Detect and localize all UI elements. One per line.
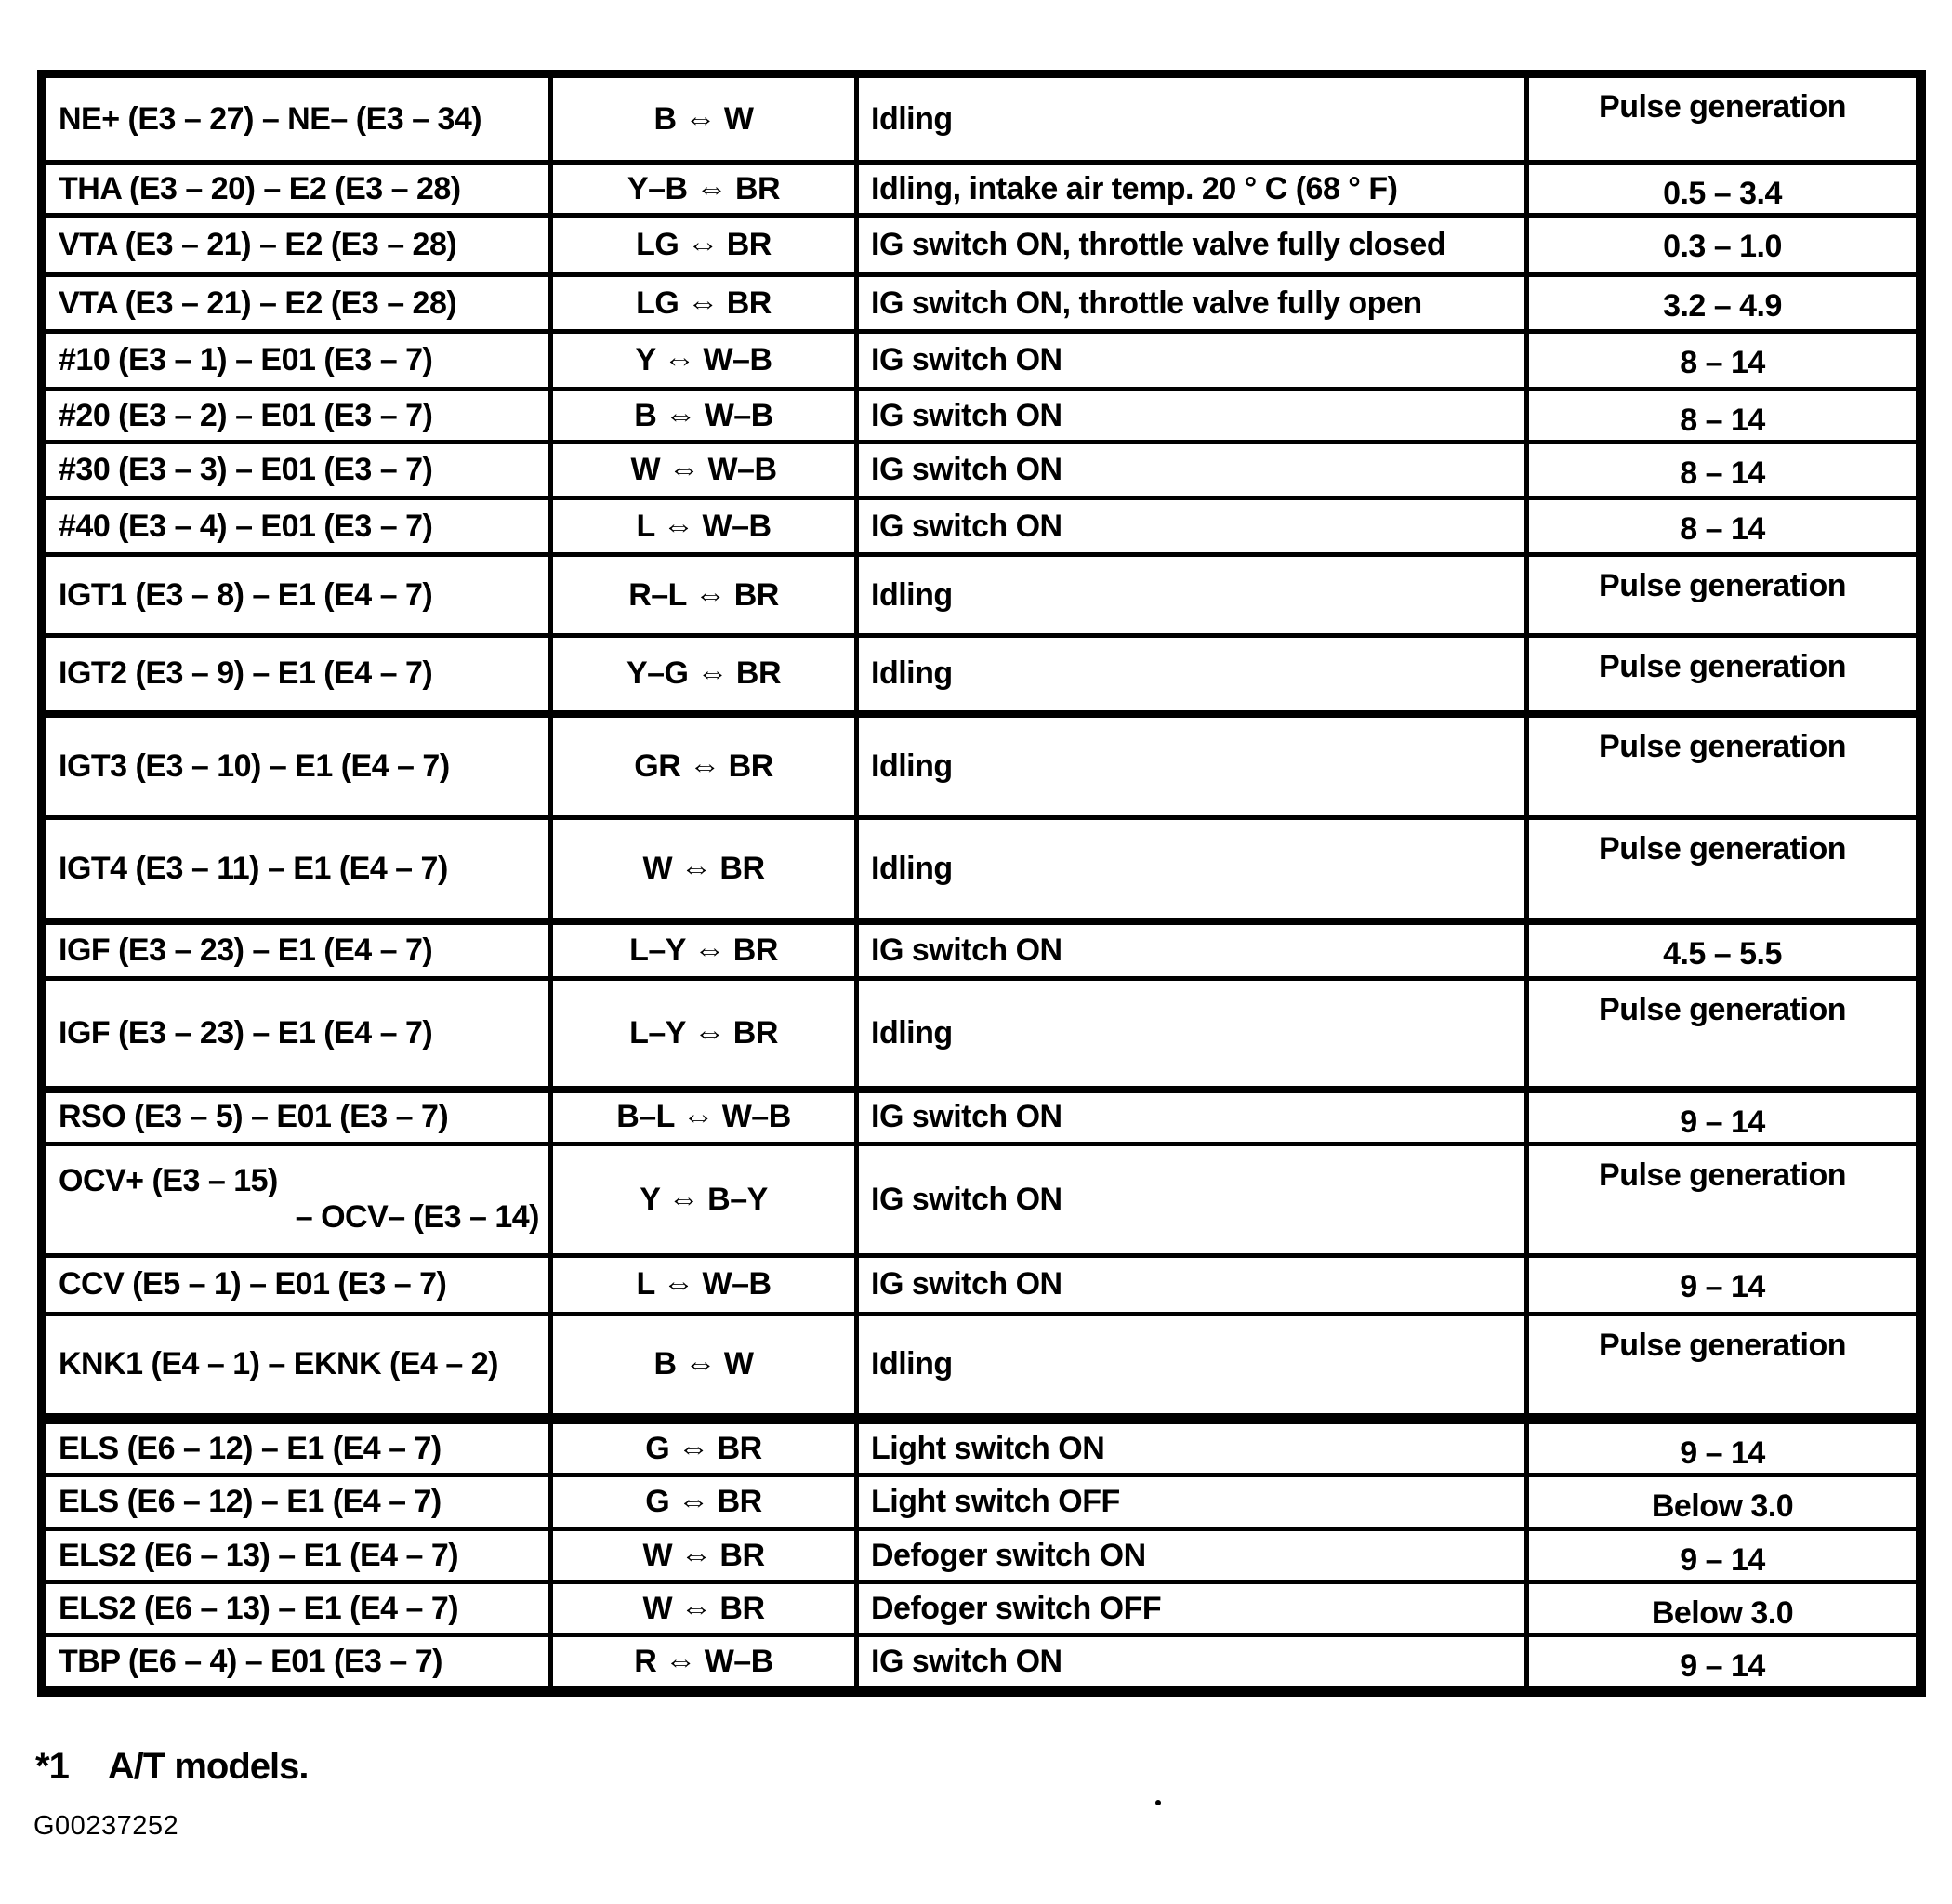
condition-text: Defoger switch OFF bbox=[871, 1590, 1162, 1626]
condition-text: Idling bbox=[871, 850, 953, 886]
specified-value-text: Pulse generation bbox=[1599, 89, 1846, 125]
specified-value-cell bbox=[1527, 979, 1921, 1090]
condition-cell bbox=[857, 74, 1527, 163]
wiring-color-cell bbox=[551, 714, 857, 818]
condition-text: Light switch ON bbox=[871, 1430, 1105, 1466]
wiring-color-text: B ⇔ W bbox=[653, 1346, 754, 1382]
specified-value-cell bbox=[1527, 1529, 1921, 1582]
terminal-pair-cell bbox=[42, 1314, 551, 1419]
wiring-color-cell bbox=[551, 1419, 857, 1475]
wiring-color-cell bbox=[551, 1529, 857, 1582]
wiring-color-cell bbox=[551, 1635, 857, 1692]
table-row bbox=[42, 1419, 1921, 1475]
table-row bbox=[42, 216, 1921, 275]
specified-value-text: 0.5 – 3.4 bbox=[1663, 176, 1782, 211]
terminal-pair-cell bbox=[42, 1255, 551, 1314]
condition-text: IG switch ON bbox=[871, 342, 1062, 377]
table-row bbox=[42, 498, 1921, 555]
specified-value-cell bbox=[1527, 1419, 1921, 1475]
terminal-pair-text: ELS2 (E6 – 13) – E1 (E4 – 7) bbox=[59, 1590, 459, 1626]
terminal-pair-cell bbox=[42, 443, 551, 498]
terminal-voltage-table-wrap bbox=[37, 70, 1926, 1697]
table-row bbox=[42, 714, 1921, 818]
wiring-color-cell bbox=[551, 818, 857, 921]
table-row bbox=[42, 443, 1921, 498]
wiring-color-text: L ⇔ W–B bbox=[636, 508, 772, 544]
condition-cell bbox=[857, 1144, 1527, 1255]
wiring-color-text: Y ⇔ B–Y bbox=[640, 1181, 768, 1217]
specified-value-cell bbox=[1527, 443, 1921, 498]
wiring-color-text: L–Y ⇔ BR bbox=[629, 1014, 778, 1051]
condition-text: Idling, intake air temp. 20 ° C (68 ° F) bbox=[871, 170, 1398, 206]
condition-text: Light switch OFF bbox=[871, 1484, 1120, 1519]
terminal-pair-cell bbox=[42, 979, 551, 1090]
wiring-color-cell bbox=[551, 74, 857, 163]
wiring-color-text: B ⇔ W bbox=[653, 100, 754, 137]
table-row bbox=[42, 1635, 1921, 1692]
terminal-pair-cell bbox=[42, 390, 551, 443]
terminal-pair-text: IGT1 (E3 – 8) – E1 (E4 – 7) bbox=[59, 576, 433, 613]
terminal-pair-cell bbox=[42, 921, 551, 979]
wiring-color-cell bbox=[551, 636, 857, 714]
table-row bbox=[42, 1255, 1921, 1314]
table-body bbox=[42, 74, 1921, 1692]
condition-text: Idling bbox=[871, 1014, 953, 1051]
condition-cell bbox=[857, 163, 1527, 216]
condition-text: IG switch ON bbox=[871, 397, 1062, 433]
wiring-color-cell bbox=[551, 979, 857, 1090]
footnote bbox=[35, 1746, 309, 1788]
specified-value-cell bbox=[1527, 818, 1921, 921]
terminal-pair-text: THA (E3 – 20) – E2 (E3 – 28) bbox=[59, 170, 461, 206]
table-row bbox=[42, 390, 1921, 443]
terminal-pair-text: ELS (E6 – 12) – E1 (E4 – 7) bbox=[59, 1484, 442, 1519]
specified-value-text: 9 – 14 bbox=[1680, 1542, 1765, 1578]
terminal-pair-cell bbox=[42, 275, 551, 332]
specified-value-cell bbox=[1527, 636, 1921, 714]
wiring-color-text: R–L ⇔ BR bbox=[628, 576, 779, 613]
condition-cell bbox=[857, 1582, 1527, 1635]
wiring-color-text: G ⇔ BR bbox=[645, 1430, 762, 1466]
terminal-pair-cell bbox=[42, 163, 551, 216]
specified-value-text: Below 3.0 bbox=[1651, 1488, 1794, 1524]
wiring-color-text: LG ⇔ BR bbox=[636, 227, 772, 262]
specified-value-text: Pulse generation bbox=[1599, 728, 1846, 764]
terminal-pair-text: #20 (E3 – 2) – E01 (E3 – 7) bbox=[59, 397, 433, 433]
specified-value-text: 9 – 14 bbox=[1680, 1648, 1765, 1684]
specified-value-text: 0.3 – 1.0 bbox=[1663, 229, 1782, 264]
terminal-pair-cell bbox=[42, 818, 551, 921]
specified-value-text: 3.2 – 4.9 bbox=[1663, 288, 1782, 324]
condition-text: IG switch ON bbox=[871, 932, 1062, 968]
table-row bbox=[42, 1314, 1921, 1419]
specified-value-cell bbox=[1527, 1090, 1921, 1144]
table-row bbox=[42, 1090, 1921, 1144]
specified-value-cell bbox=[1527, 332, 1921, 390]
condition-cell bbox=[857, 555, 1527, 636]
specified-value-text: Pulse generation bbox=[1599, 831, 1846, 866]
terminal-pair-cell bbox=[42, 74, 551, 163]
condition-text: Idling bbox=[871, 655, 953, 692]
terminal-pair-cell bbox=[42, 498, 551, 555]
condition-cell bbox=[857, 636, 1527, 714]
wiring-color-cell bbox=[551, 216, 857, 275]
wiring-color-cell bbox=[551, 498, 857, 555]
specified-value-text: 8 – 14 bbox=[1680, 456, 1765, 491]
wiring-color-text: LG ⇔ BR bbox=[636, 284, 772, 321]
terminal-pair-text: ELS2 (E6 – 13) – E1 (E4 – 7) bbox=[59, 1537, 459, 1573]
specified-value-text: Pulse generation bbox=[1599, 992, 1846, 1027]
condition-cell bbox=[857, 216, 1527, 275]
condition-cell bbox=[857, 498, 1527, 555]
table-row bbox=[42, 1475, 1921, 1529]
figure-id: G00237252 bbox=[33, 1811, 179, 1841]
condition-cell bbox=[857, 818, 1527, 921]
wiring-color-text: B ⇔ W–B bbox=[634, 397, 773, 433]
specified-value-cell bbox=[1527, 1635, 1921, 1692]
specified-value-cell bbox=[1527, 390, 1921, 443]
condition-text: IG switch ON bbox=[871, 1643, 1062, 1679]
condition-cell bbox=[857, 714, 1527, 818]
terminal-pair-text: #40 (E3 – 4) – E01 (E3 – 7) bbox=[59, 508, 433, 544]
condition-cell bbox=[857, 443, 1527, 498]
condition-text: IG switch ON bbox=[871, 1266, 1062, 1302]
specified-value-text: 9 – 14 bbox=[1680, 1435, 1765, 1471]
condition-cell bbox=[857, 979, 1527, 1090]
specified-value-cell bbox=[1527, 1255, 1921, 1314]
table-row bbox=[42, 163, 1921, 216]
terminal-pair-cell bbox=[42, 714, 551, 818]
condition-cell bbox=[857, 275, 1527, 332]
condition-cell bbox=[857, 1419, 1527, 1475]
terminal-pair-text: VTA (E3 – 21) – E2 (E3 – 28) bbox=[59, 284, 457, 321]
specified-value-cell bbox=[1527, 1475, 1921, 1529]
condition-text: Idling bbox=[871, 100, 953, 137]
wiring-color-cell bbox=[551, 921, 857, 979]
wiring-color-text: W ⇔ BR bbox=[642, 850, 765, 886]
specified-value-text: 4.5 – 5.5 bbox=[1663, 935, 1782, 972]
table-row bbox=[42, 818, 1921, 921]
terminal-pair-cell bbox=[42, 636, 551, 714]
specified-value-text: Pulse generation bbox=[1599, 649, 1846, 684]
specified-value-text: 8 – 14 bbox=[1680, 403, 1765, 438]
terminal-pair-cell bbox=[42, 1419, 551, 1475]
specified-value-text: Pulse generation bbox=[1599, 568, 1846, 603]
condition-text: Idling bbox=[871, 1346, 953, 1382]
table-row bbox=[42, 921, 1921, 979]
condition-text: Idling bbox=[871, 576, 953, 613]
condition-text: Defoger switch ON bbox=[871, 1537, 1146, 1573]
wiring-color-cell bbox=[551, 1314, 857, 1419]
wiring-color-cell bbox=[551, 390, 857, 443]
wiring-color-text: R ⇔ W–B bbox=[634, 1643, 773, 1679]
wiring-color-text: W ⇔ BR bbox=[642, 1537, 765, 1573]
table-row bbox=[42, 275, 1921, 332]
table-row bbox=[42, 979, 1921, 1090]
condition-cell bbox=[857, 332, 1527, 390]
terminal-pair-text: OCV+ (E3 – 15) bbox=[59, 1163, 278, 1198]
condition-text: IG switch ON bbox=[871, 452, 1062, 487]
wiring-color-text: GR ⇔ BR bbox=[634, 747, 773, 784]
table-row bbox=[42, 555, 1921, 636]
wiring-color-text: L–Y ⇔ BR bbox=[629, 932, 778, 968]
specified-value-cell bbox=[1527, 1314, 1921, 1419]
condition-text: IG switch ON, throttle valve fully open bbox=[871, 284, 1422, 321]
condition-cell bbox=[857, 1635, 1527, 1692]
terminal-pair-text: RSO (E3 – 5) – E01 (E3 – 7) bbox=[59, 1099, 449, 1134]
table-row bbox=[42, 1582, 1921, 1635]
condition-cell bbox=[857, 1255, 1527, 1314]
specified-value-cell bbox=[1527, 921, 1921, 979]
specified-value-cell bbox=[1527, 1144, 1921, 1255]
terminal-pair-text: TBP (E6 – 4) – E01 (E3 – 7) bbox=[59, 1643, 442, 1679]
condition-cell bbox=[857, 1529, 1527, 1582]
table-row bbox=[42, 332, 1921, 390]
footnote-text: A/T models. bbox=[107, 1746, 309, 1787]
wiring-color-text: G ⇔ BR bbox=[645, 1484, 762, 1519]
terminal-pair-text: IGT3 (E3 – 10) – E1 (E4 – 7) bbox=[59, 747, 450, 784]
terminal-pair-cell bbox=[42, 1475, 551, 1529]
condition-text: IG switch ON bbox=[871, 1181, 1062, 1217]
terminal-pair-text: #10 (E3 – 1) – E01 (E3 – 7) bbox=[59, 342, 433, 377]
condition-text: Idling bbox=[871, 747, 953, 784]
condition-text: IG switch ON, throttle valve fully closed bbox=[871, 227, 1446, 262]
terminal-pair-text: CCV (E5 – 1) – E01 (E3 – 7) bbox=[59, 1266, 447, 1302]
wiring-color-cell bbox=[551, 332, 857, 390]
specified-value-text: Below 3.0 bbox=[1651, 1595, 1794, 1631]
wiring-color-cell bbox=[551, 1255, 857, 1314]
wiring-color-text: B–L ⇔ W–B bbox=[616, 1099, 791, 1134]
wiring-color-text: W ⇔ W–B bbox=[630, 452, 777, 487]
wiring-color-text: W ⇔ BR bbox=[642, 1590, 765, 1626]
terminal-pair-cell bbox=[42, 1144, 551, 1255]
condition-cell bbox=[857, 1475, 1527, 1529]
condition-text: IG switch ON bbox=[871, 1099, 1062, 1134]
wiring-color-text: Y ⇔ W–B bbox=[635, 342, 772, 377]
terminal-pair-cell bbox=[42, 1635, 551, 1692]
specified-value-cell bbox=[1527, 275, 1921, 332]
condition-cell bbox=[857, 1090, 1527, 1144]
terminal-pair-text-line2: – OCV– (E3 – 14) bbox=[295, 1199, 539, 1235]
specified-value-cell bbox=[1527, 1582, 1921, 1635]
specified-value-text: 8 – 14 bbox=[1680, 345, 1765, 380]
table-row bbox=[42, 1529, 1921, 1582]
specified-value-cell bbox=[1527, 216, 1921, 275]
wiring-color-cell bbox=[551, 1475, 857, 1529]
wiring-color-cell bbox=[551, 163, 857, 216]
table-row bbox=[42, 1144, 1921, 1255]
specified-value-cell bbox=[1527, 555, 1921, 636]
terminal-pair-text: VTA (E3 – 21) – E2 (E3 – 28) bbox=[59, 227, 457, 262]
terminal-pair-text: IGF (E3 – 23) – E1 (E4 – 7) bbox=[59, 932, 433, 968]
terminal-pair-cell bbox=[42, 332, 551, 390]
terminal-pair-cell bbox=[42, 216, 551, 275]
terminal-pair-text: #30 (E3 – 3) – E01 (E3 – 7) bbox=[59, 452, 433, 487]
specified-value-text: 8 – 14 bbox=[1680, 511, 1765, 547]
terminal-pair-text: IGT2 (E3 – 9) – E1 (E4 – 7) bbox=[59, 655, 433, 692]
wiring-color-cell bbox=[551, 443, 857, 498]
terminal-voltage-table bbox=[37, 70, 1926, 1697]
terminal-pair-text: NE+ (E3 – 27) – NE– (E3 – 34) bbox=[59, 100, 482, 137]
wiring-color-text: Y–G ⇔ BR bbox=[626, 655, 782, 692]
terminal-pair-text: KNK1 (E4 – 1) – EKNK (E4 – 2) bbox=[59, 1346, 498, 1382]
specified-value-cell bbox=[1527, 163, 1921, 216]
specified-value-cell bbox=[1527, 74, 1921, 163]
condition-cell bbox=[857, 1314, 1527, 1419]
specified-value-text: 9 – 14 bbox=[1680, 1268, 1765, 1304]
footnote-marker: *1 bbox=[35, 1746, 69, 1787]
wiring-color-cell bbox=[551, 275, 857, 332]
table-row bbox=[42, 74, 1921, 163]
wiring-color-text: Y–B ⇔ BR bbox=[626, 170, 781, 206]
specified-value-text: 9 – 14 bbox=[1680, 1104, 1765, 1140]
table-row bbox=[42, 636, 1921, 714]
wiring-color-cell bbox=[551, 555, 857, 636]
specified-value-text: Pulse generation bbox=[1599, 1157, 1846, 1193]
specified-value-cell bbox=[1527, 498, 1921, 555]
terminal-pair-text: IGT4 (E3 – 11) – E1 (E4 – 7) bbox=[59, 850, 448, 886]
terminal-pair-cell bbox=[42, 555, 551, 636]
wiring-color-text: L ⇔ W–B bbox=[636, 1266, 772, 1302]
specified-value-cell bbox=[1527, 714, 1921, 818]
wiring-color-cell bbox=[551, 1090, 857, 1144]
wiring-color-cell bbox=[551, 1144, 857, 1255]
terminal-pair-cell bbox=[42, 1090, 551, 1144]
terminal-pair-cell bbox=[42, 1582, 551, 1635]
condition-cell bbox=[857, 921, 1527, 979]
condition-cell bbox=[857, 390, 1527, 443]
condition-text: IG switch ON bbox=[871, 508, 1062, 544]
terminal-pair-text: IGF (E3 – 23) – E1 (E4 – 7) bbox=[59, 1014, 433, 1051]
scan-artifact-dot bbox=[1155, 1800, 1161, 1805]
wiring-color-cell bbox=[551, 1582, 857, 1635]
terminal-pair-cell bbox=[42, 1529, 551, 1582]
terminal-pair-text: ELS (E6 – 12) – E1 (E4 – 7) bbox=[59, 1430, 442, 1466]
specified-value-text: Pulse generation bbox=[1599, 1327, 1846, 1363]
